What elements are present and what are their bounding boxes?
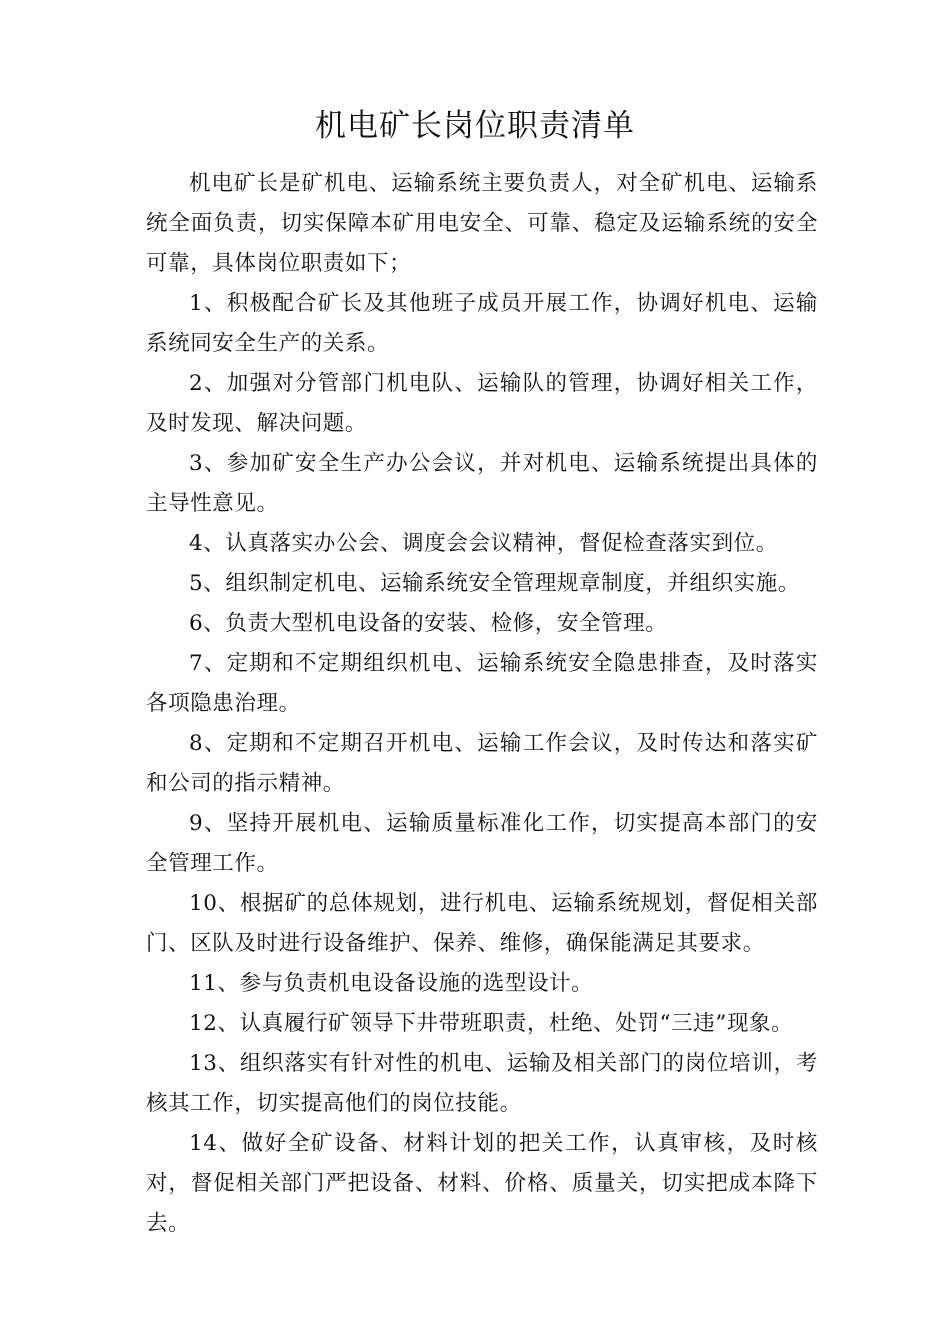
duty-item-9: 9、坚持开展机电、运输质量标准化工作，切实提高本部门的安全管理工作。 bbox=[146, 811, 818, 876]
document-title: 机电矿长岗位职责清单 bbox=[315, 108, 635, 144]
document-body bbox=[146, 164, 818, 1244]
duty-item-7: 7、定期和不定期组织机电、运输系统安全隐患排查，及时落实各项隐患治理。 bbox=[146, 651, 818, 716]
duty-item-8: 8、定期和不定期召开机电、运输工作会议，及时传达和落实矿和公司的指示精神。 bbox=[146, 731, 818, 796]
duty-item-10: 10、根据矿的总体规划，进行机电、运输系统规划，督促相关部门、区队及时进行设备维护、保养、维修，确保能满足其要求。 bbox=[146, 891, 818, 956]
duty-item-5: 5、组织制定机电、运输系统安全管理规章制度，并组织实施。 bbox=[189, 571, 800, 596]
duty-item-14: 14、做好全矿设备、材料计划的把关工作，认真审核，及时核对，督促相关部门严把设备、材料、价格、质量关，切实把成本降下去。 bbox=[146, 1131, 818, 1236]
duty-item-6: 6、负责大型机电设备的安装、检修，安全管理。 bbox=[189, 611, 668, 636]
duty-item-4: 4、认真落实办公会、调度会会议精神，督促检查落实到位。 bbox=[189, 531, 778, 556]
duty-item-11: 11、参与负责机电设备设施的选型设计。 bbox=[189, 971, 594, 996]
duty-item-12: 12、认真履行矿领导下井带班职责，杜绝、处罚“三违”现象。 bbox=[189, 1011, 794, 1036]
intro-paragraph: 机电矿长是矿机电、运输系统主要负责人，对全矿机电、运输系统全面负责，切实保障本矿用电安全、可靠、稳定及运输系统的安全可靠，具体岗位职责如下； bbox=[146, 171, 818, 276]
duty-item-1: 1、积极配合矿长及其他班子成员开展工作，协调好机电、运输系统同安全生产的关系。 bbox=[146, 291, 818, 356]
duty-item-3: 3、参加矿安全生产办公会议，并对机电、运输系统提出具体的主导性意见。 bbox=[146, 451, 818, 516]
duty-item-13: 13、组织落实有针对性的机电、运输及相关部门的岗位培训，考核其工作，切实提高他们的岗位技能。 bbox=[146, 1051, 818, 1116]
duty-item-2: 2、加强对分管部门机电队、运输队的管理，协调好相关工作，及时发现、解决问题。 bbox=[146, 371, 818, 436]
